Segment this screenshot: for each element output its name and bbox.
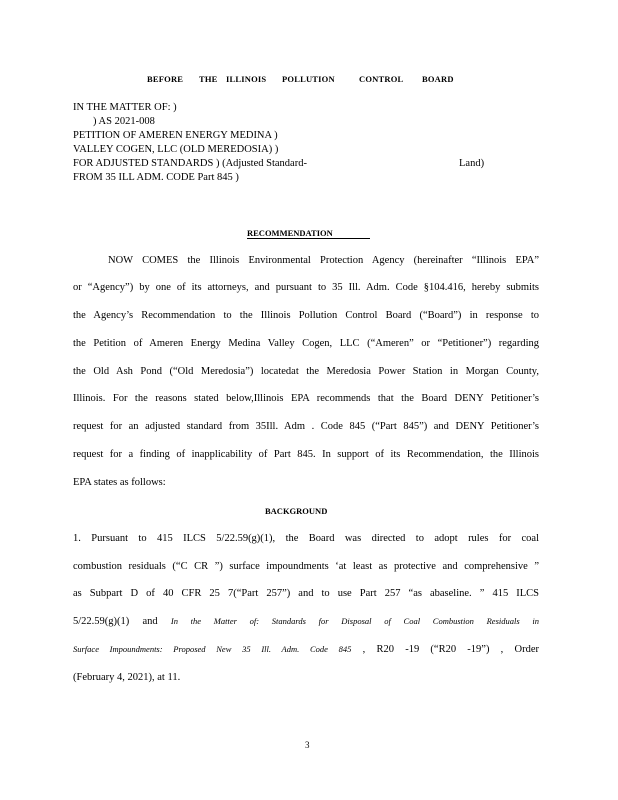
header-word: POLLUTION: [282, 74, 335, 84]
caption-line: ) AS 2021-008: [93, 116, 155, 127]
caption-line: VALLEY COGEN, LLC (OLD MEREDOSIA) ): [73, 144, 279, 155]
body-line: (February 4, 2021), at 11.: [73, 672, 181, 683]
body-line: NOW COMES the Illinois Environmental Protection Agency (hereinafter “Illinois EPA”: [108, 255, 539, 266]
header-word: CONTROL: [359, 74, 404, 84]
body-line: the Agency’s Recommendation to the Illinois Pollution Control Board (“Board”) in response to: [73, 310, 539, 321]
header-word: THE: [199, 74, 218, 84]
header-word: BOARD: [422, 74, 454, 84]
body-line: request for an adjusted standard from 35Ill. Adm . Code 845 (“Part 845”) and DENY Petitioner’s: [73, 421, 539, 432]
body-line: the Petition of Ameren Energy Medina Valley Cogen, LLC (“Ameren” or “Petitioner”) regarding: [73, 338, 539, 349]
background-heading: BACKGROUND: [265, 506, 328, 516]
citation-line: [73, 616, 539, 627]
body-line: 1. Pursuant to 415 ILCS 5/22.59(g)(1), the Board was directed to adopt rules for coal: [73, 533, 539, 544]
body-line: request for a finding of inapplicability of Part 845. In support of its Recommendation, the Illinois: [73, 449, 539, 460]
recommendation-heading: RECOMMENDATION: [247, 228, 333, 238]
citation-line: [73, 644, 539, 655]
header-word: ILLINOIS: [226, 74, 267, 84]
page-number: 3: [305, 740, 310, 750]
body-line: EPA states as follows:: [73, 477, 166, 488]
citation-post: , R20 -19 (“R20 -19”) , Order: [362, 644, 539, 655]
caption-line: IN THE MATTER OF: ): [73, 102, 177, 113]
caption-line: FROM 35 ILL ADM. CODE Part 845 ): [73, 172, 239, 183]
body-line: or “Agency”) by one of its attorneys, and pursuant to 35 Ill. Adm. Code §104.416, hereby submits: [73, 282, 539, 293]
body-line: Illinois. For the reasons stated below,Illinois EPA recommends that the Board DENY Petitioner’s: [73, 393, 539, 404]
caption-land: Land): [459, 158, 485, 169]
body-line: combustion residuals (“C CR ”) surface impoundments ‘at least as protective and comprehensive ”: [73, 561, 539, 572]
header-word: BEFORE: [147, 74, 184, 84]
caption-line: FOR ADJUSTED STANDARDS ) (Adjusted Standard-: [73, 158, 307, 169]
case-title-italic: In the Matter of: Standards for Disposal of Coal Combustion Residuals in: [170, 616, 539, 626]
body-line: the Old Ash Pond (“Old Meredosia”) locatedat the Meredosia Power Station in Morgan County,: [73, 366, 539, 377]
body-line: as Subpart D of 40 CFR 25 7(“Part 257”) and to use Part 257 “as abaseline. ” 415 ILCS: [73, 588, 539, 599]
heading-underline: [247, 238, 370, 239]
caption-line: PETITION OF AMEREN ENERGY MEDINA ): [73, 130, 278, 141]
citation-pre: 5/22.59(g)(1) and: [73, 616, 158, 627]
case-title-italic: Surface Impoundments: Proposed New 35 Ill. Adm. Code 845: [73, 644, 352, 654]
